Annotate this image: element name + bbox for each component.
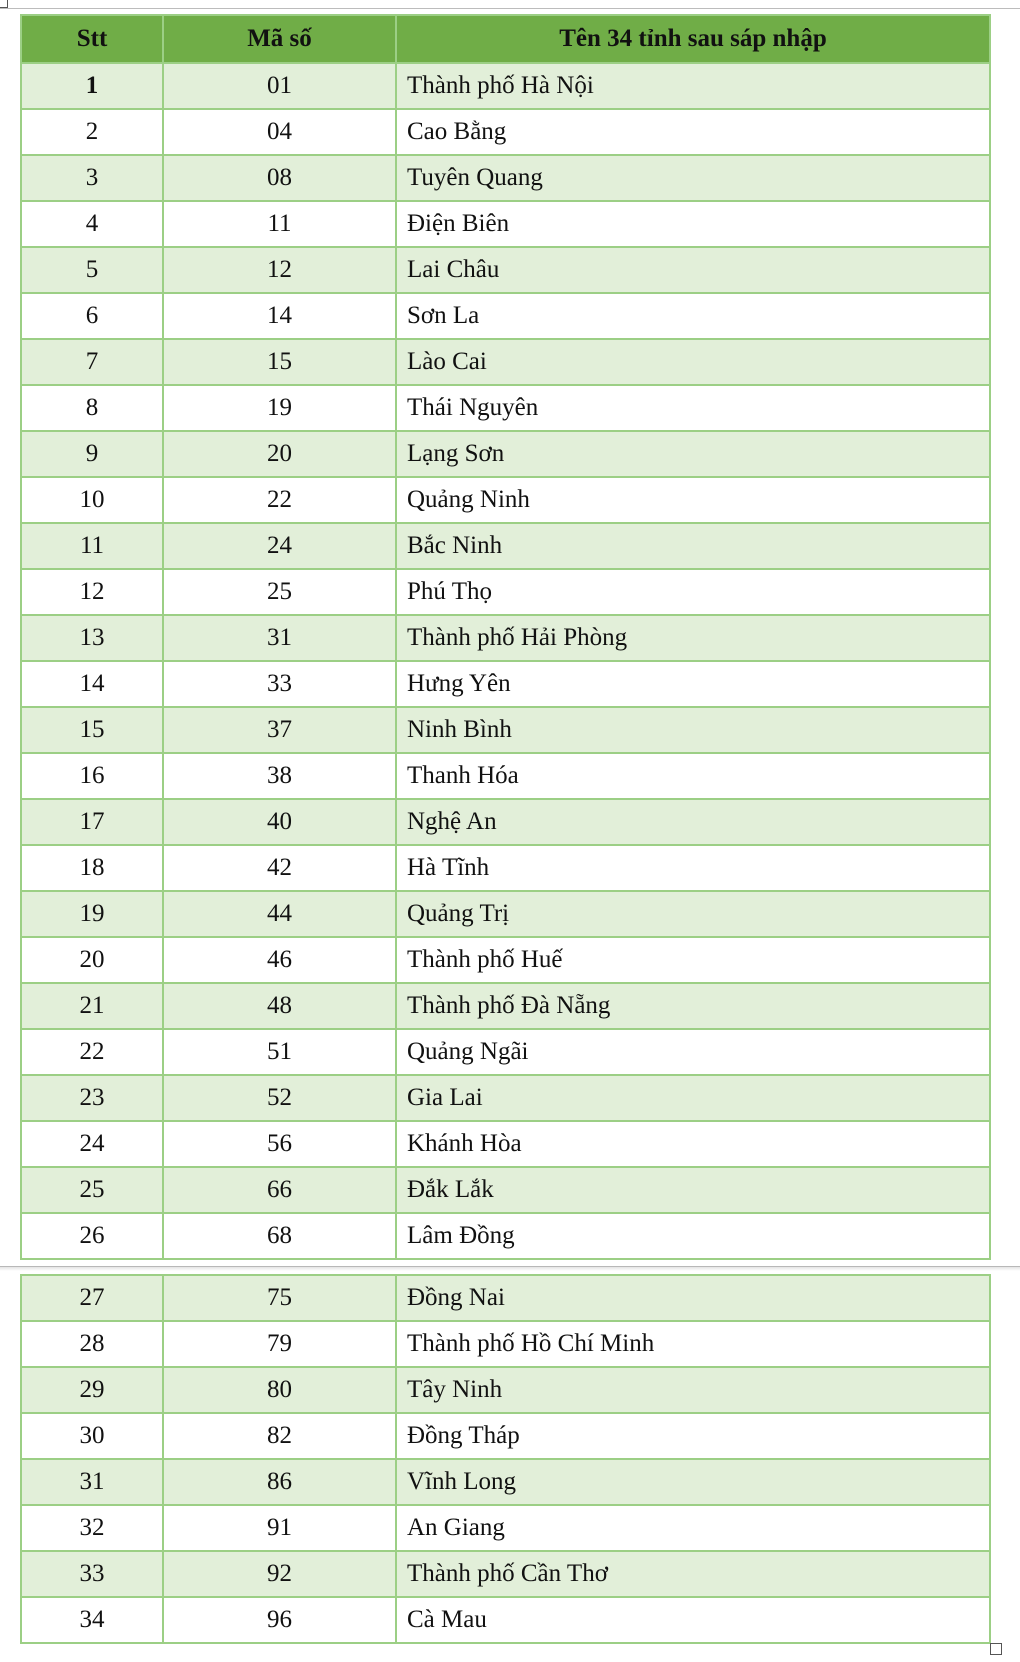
table-row <box>21 707 990 753</box>
cell-ten-tinh: Thái Nguyên <box>396 385 990 431</box>
table-row <box>21 1029 990 1075</box>
cell-ten-tinh: Lai Châu <box>396 247 990 293</box>
cell-ma-so: 22 <box>163 477 396 523</box>
cell-ma-so: 96 <box>163 1597 396 1643</box>
cell-stt: 14 <box>21 661 163 707</box>
cell-ten-tinh: Đồng Tháp <box>396 1413 990 1459</box>
cell-stt: 10 <box>21 477 163 523</box>
cell-ten-tinh: Cà Mau <box>396 1597 990 1643</box>
cell-ten-tinh: Thành phố Hải Phòng <box>396 615 990 661</box>
table-body-part-2 <box>21 1275 990 1643</box>
cell-ten-tinh: Bắc Ninh <box>396 523 990 569</box>
cell-ten-tinh: Ninh Bình <box>396 707 990 753</box>
cell-ma-so: 14 <box>163 293 396 339</box>
table-row <box>21 523 990 569</box>
cell-ten-tinh: Nghệ An <box>396 799 990 845</box>
header-stt: Stt <box>21 15 163 63</box>
provinces-table-part-1 <box>20 14 991 1260</box>
table-row <box>21 109 990 155</box>
table-row <box>21 1075 990 1121</box>
cell-stt: 31 <box>21 1459 163 1505</box>
table-row <box>21 1505 990 1551</box>
cell-stt: 34 <box>21 1597 163 1643</box>
cell-ma-so: 91 <box>163 1505 396 1551</box>
cell-ma-so: 20 <box>163 431 396 477</box>
page-break-shadow <box>0 1267 1020 1271</box>
cell-ten-tinh: An Giang <box>396 1505 990 1551</box>
cell-ma-so: 40 <box>163 799 396 845</box>
cell-ma-so: 12 <box>163 247 396 293</box>
cell-stt: 25 <box>21 1167 163 1213</box>
table-row <box>21 1597 990 1643</box>
cell-stt: 5 <box>21 247 163 293</box>
cell-ten-tinh: Phú Thọ <box>396 569 990 615</box>
cell-ma-so: 92 <box>163 1551 396 1597</box>
cell-ten-tinh: Đắk Lắk <box>396 1167 990 1213</box>
cell-ten-tinh: Thành phố Đà Nẵng <box>396 983 990 1029</box>
cell-stt: 3 <box>21 155 163 201</box>
cell-ten-tinh: Hà Tĩnh <box>396 845 990 891</box>
table-row <box>21 799 990 845</box>
cell-ten-tinh: Tây Ninh <box>396 1367 990 1413</box>
cell-ten-tinh: Hưng Yên <box>396 661 990 707</box>
cell-ma-so: 56 <box>163 1121 396 1167</box>
table-row <box>21 1121 990 1167</box>
cell-stt: 22 <box>21 1029 163 1075</box>
cell-ten-tinh: Thành phố Hà Nội <box>396 63 990 109</box>
cell-stt: 8 <box>21 385 163 431</box>
cell-stt: 30 <box>21 1413 163 1459</box>
cell-stt: 4 <box>21 201 163 247</box>
table-row <box>21 155 990 201</box>
table-row <box>21 569 990 615</box>
cell-ma-so: 04 <box>163 109 396 155</box>
cell-ma-so: 48 <box>163 983 396 1029</box>
cell-ma-so: 24 <box>163 523 396 569</box>
table-resize-handle[interactable] <box>990 1643 1002 1655</box>
cell-stt: 2 <box>21 109 163 155</box>
table-row <box>21 1167 990 1213</box>
table-row <box>21 845 990 891</box>
table-row <box>21 661 990 707</box>
cell-stt: 24 <box>21 1121 163 1167</box>
cell-stt: 17 <box>21 799 163 845</box>
cell-ma-so: 79 <box>163 1321 396 1367</box>
cell-ma-so: 19 <box>163 385 396 431</box>
cell-ma-so: 86 <box>163 1459 396 1505</box>
cell-ma-so: 68 <box>163 1213 396 1259</box>
cell-ten-tinh: Tuyên Quang <box>396 155 990 201</box>
cell-ten-tinh: Lạng Sơn <box>396 431 990 477</box>
table-row <box>21 983 990 1029</box>
table-row <box>21 1551 990 1597</box>
cell-stt: 21 <box>21 983 163 1029</box>
table-row <box>21 431 990 477</box>
page-top-rule <box>0 8 1020 9</box>
cell-stt: 28 <box>21 1321 163 1367</box>
cell-ten-tinh: Sơn La <box>396 293 990 339</box>
table-row <box>21 1459 990 1505</box>
cell-stt: 15 <box>21 707 163 753</box>
cell-stt: 13 <box>21 615 163 661</box>
cell-ma-so: 15 <box>163 339 396 385</box>
cell-stt: 32 <box>21 1505 163 1551</box>
cell-ma-so: 31 <box>163 615 396 661</box>
cell-stt: 7 <box>21 339 163 385</box>
table-move-handle[interactable] <box>0 0 8 8</box>
provinces-table-part-2 <box>20 1274 991 1644</box>
table-header-row <box>21 15 990 63</box>
table-row <box>21 339 990 385</box>
table-row <box>21 937 990 983</box>
cell-stt: 23 <box>21 1075 163 1121</box>
cell-ten-tinh: Gia Lai <box>396 1075 990 1121</box>
cell-ma-so: 08 <box>163 155 396 201</box>
table-row <box>21 1275 990 1321</box>
cell-ten-tinh: Quảng Trị <box>396 891 990 937</box>
header-ten-tinh: Tên 34 tỉnh sau sáp nhập <box>396 15 990 63</box>
cell-ten-tinh: Quảng Ninh <box>396 477 990 523</box>
table-row <box>21 1367 990 1413</box>
cell-ma-so: 52 <box>163 1075 396 1121</box>
cell-ma-so: 44 <box>163 891 396 937</box>
table-row <box>21 63 990 109</box>
table-row <box>21 201 990 247</box>
cell-ten-tinh: Cao Bằng <box>396 109 990 155</box>
cell-stt: 12 <box>21 569 163 615</box>
cell-stt: 26 <box>21 1213 163 1259</box>
cell-stt: 27 <box>21 1275 163 1321</box>
cell-stt: 9 <box>21 431 163 477</box>
cell-stt: 6 <box>21 293 163 339</box>
cell-ten-tinh: Thành phố Cần Thơ <box>396 1551 990 1597</box>
table-row <box>21 247 990 293</box>
cell-ten-tinh: Thanh Hóa <box>396 753 990 799</box>
cell-ma-so: 37 <box>163 707 396 753</box>
cell-ma-so: 80 <box>163 1367 396 1413</box>
table-row <box>21 1413 990 1459</box>
cell-ten-tinh: Lâm Đồng <box>396 1213 990 1259</box>
cell-ten-tinh: Đồng Nai <box>396 1275 990 1321</box>
cell-ten-tinh: Quảng Ngãi <box>396 1029 990 1075</box>
cell-ma-so: 38 <box>163 753 396 799</box>
table-row <box>21 891 990 937</box>
cell-ten-tinh: Điện Biên <box>396 201 990 247</box>
cell-ma-so: 25 <box>163 569 396 615</box>
cell-ten-tinh: Vĩnh Long <box>396 1459 990 1505</box>
cell-stt: 11 <box>21 523 163 569</box>
cell-ma-so: 82 <box>163 1413 396 1459</box>
cell-stt: 19 <box>21 891 163 937</box>
cell-ma-so: 33 <box>163 661 396 707</box>
cell-ten-tinh: Khánh Hòa <box>396 1121 990 1167</box>
cell-ten-tinh: Thành phố Hồ Chí Minh <box>396 1321 990 1367</box>
table-row <box>21 1321 990 1367</box>
cell-stt: 33 <box>21 1551 163 1597</box>
cell-stt: 16 <box>21 753 163 799</box>
cell-stt: 1 <box>21 63 163 109</box>
cell-ma-so: 11 <box>163 201 396 247</box>
cell-ten-tinh: Lào Cai <box>396 339 990 385</box>
cell-ma-so: 75 <box>163 1275 396 1321</box>
table-row <box>21 1213 990 1259</box>
table-row <box>21 293 990 339</box>
cell-stt: 20 <box>21 937 163 983</box>
table-row <box>21 477 990 523</box>
cell-ma-so: 51 <box>163 1029 396 1075</box>
table-row <box>21 615 990 661</box>
cell-stt: 29 <box>21 1367 163 1413</box>
table-row <box>21 385 990 431</box>
cell-ten-tinh: Thành phố Huế <box>396 937 990 983</box>
cell-ma-so: 01 <box>163 63 396 109</box>
cell-ma-so: 42 <box>163 845 396 891</box>
table-body-part-1 <box>21 63 990 1259</box>
header-ma-so: Mã số <box>163 15 396 63</box>
cell-stt: 18 <box>21 845 163 891</box>
table-row <box>21 753 990 799</box>
cell-ma-so: 66 <box>163 1167 396 1213</box>
cell-ma-so: 46 <box>163 937 396 983</box>
